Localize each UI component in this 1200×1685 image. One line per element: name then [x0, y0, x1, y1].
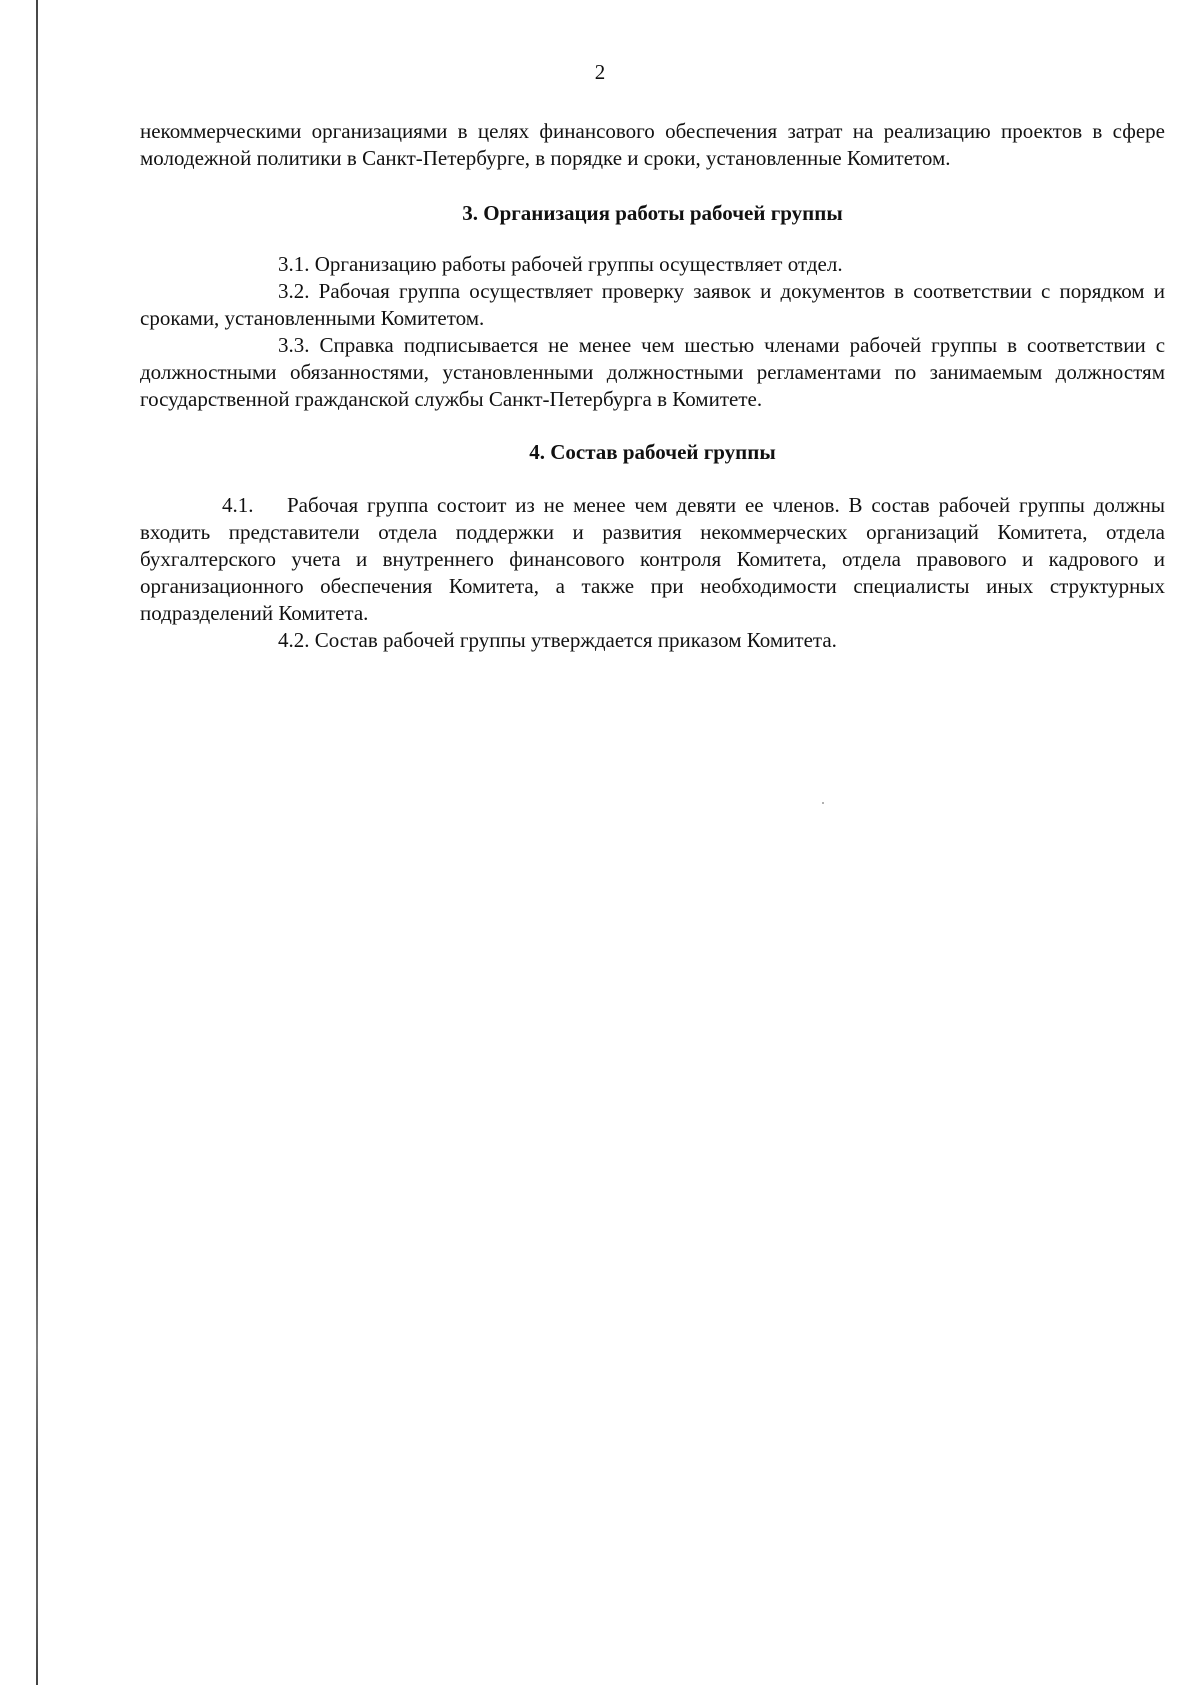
- scan-speck: [822, 802, 824, 804]
- intro-paragraph: некоммерческими организациями в целях финансового обеспечения затрат на реализацию проектов в сфере молодежной политики в Санкт-Петербурге, в порядке и сроки, установленные Комитетом.: [140, 119, 1165, 170]
- section-4-heading: 4. Состав рабочей группы: [529, 440, 776, 464]
- clause-3-1: [140, 251, 1165, 278]
- clause-4-2: [140, 627, 1165, 654]
- document-body: [140, 118, 1165, 654]
- clause-number: 3.3.: [278, 333, 310, 357]
- clause-text: Рабочая группа состоит из не менее чем девяти ее членов. В состав рабочей группы должны входить представители отдела поддержки и развития некоммерческих организаций Комитета, отдела бухгалтерского учета и внутреннего финансового контроля Комитета, отдела правового и кадрового и организационного обеспечения Комитета, а также при необходимости специалисты иных структурных подразделений Комитета.: [140, 493, 1165, 625]
- scan-binding-edge: [36, 0, 38, 1685]
- clause-text: Организацию работы рабочей группы осуществляет отдел.: [314, 252, 843, 276]
- clause-3-3: [140, 332, 1165, 413]
- clause-text: Состав рабочей группы утверждается приказом Комитета.: [314, 628, 837, 652]
- clause-text: Справка подписывается не менее чем шестью членами рабочей группы в соответствии с должностными обязанностями, установленными должностными регламентами по занимаемым должностям государственной гражданской службы Санкт-Петербурга в Комитете.: [140, 333, 1166, 411]
- clause-3-2: [140, 278, 1165, 332]
- clause-4-1: [140, 492, 1165, 627]
- page-number: 2: [594, 60, 606, 84]
- clause-number: 4.1.: [222, 493, 254, 517]
- clause-text: Рабочая группа осуществляет проверку заявок и документов в соответствии с порядком и сроками, установленными Комитетом.: [140, 279, 1165, 330]
- clause-number: 3.1.: [278, 252, 310, 276]
- section-3-heading: 3. Организация работы рабочей группы: [462, 201, 843, 225]
- clause-number: 4.2.: [278, 628, 310, 652]
- clause-number: 3.2.: [278, 279, 310, 303]
